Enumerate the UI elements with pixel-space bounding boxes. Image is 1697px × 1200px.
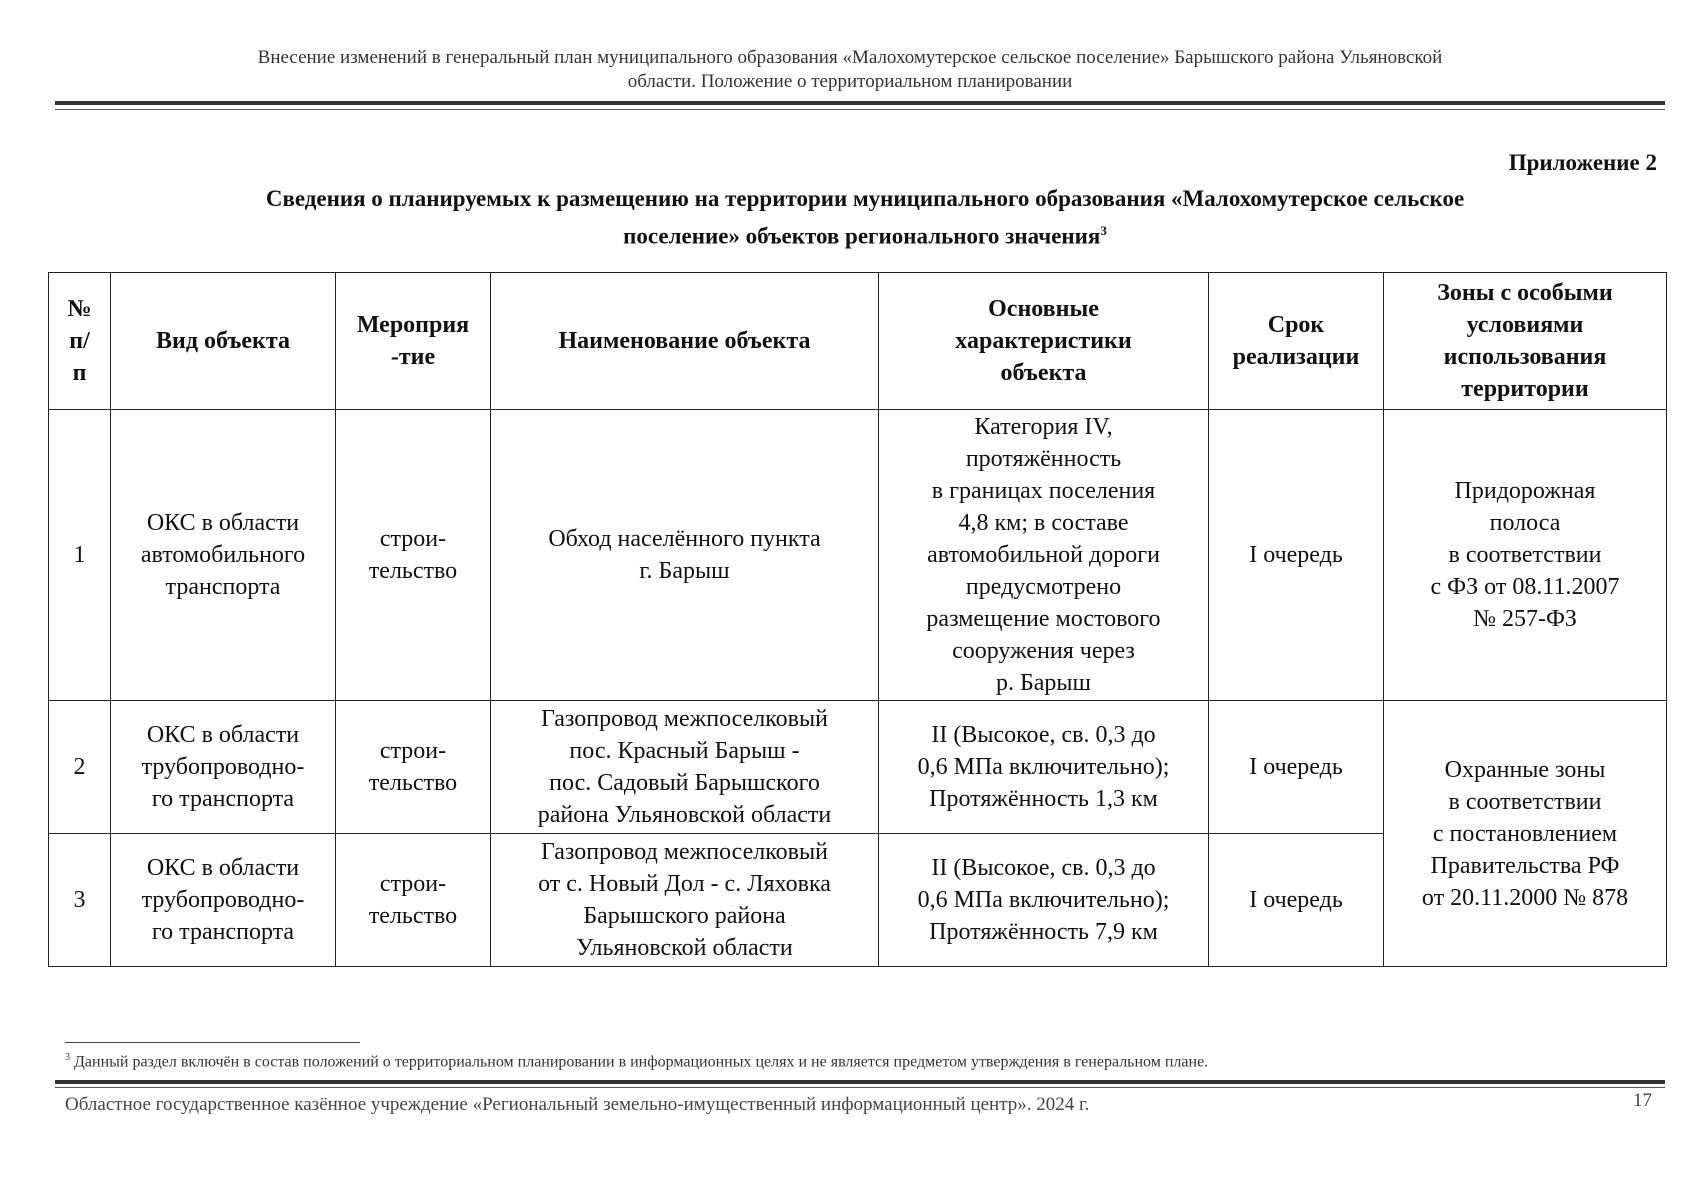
header-line-2: области. Положение о территориальном планировании [627,71,1073,92]
footer-rule-thin [55,1087,1665,1088]
header-rule [55,101,1665,105]
appendix-label: Приложение 2 [1508,150,1657,175]
cell-num: 3 [49,834,111,967]
cell-term: I очередь [1209,410,1384,701]
footnote [65,1052,1645,1071]
cell-term: I очередь [1209,834,1384,967]
title-line-2 [90,215,1640,253]
footer-text: Областное государственное казённое учреждение «Региональный земельно-имущественный информационный центр». 2024 г. [65,1094,1090,1115]
cell-characteristics: II (Высокое, св. 0,3 до 0,6 МПа включительно); Протяжённость 1,3 км [879,701,1209,834]
cell-type: ОКС в области трубопроводно- го транспорта [111,834,336,967]
cell-zones: Придорожная полоса в соответствии с ФЗ от 08.11.2007 № 257-ФЗ [1384,410,1667,701]
footer-rule [55,1080,1665,1084]
cell-action: строи- тельство [336,410,491,701]
document-header [70,46,1630,94]
cell-characteristics: II (Высокое, св. 0,3 до 0,6 МПа включительно); Протяжённость 7,9 км [879,834,1209,967]
header-zones: Зоны с особыми условиями использования территории [1384,273,1667,410]
header-type: Вид объекта [111,273,336,410]
cell-type: ОКС в области автомобильного транспорта [111,410,336,701]
section-title [90,183,1640,253]
header-term: Срок реализации [1209,273,1384,410]
table-row [49,410,1667,701]
footnote-separator [65,1042,360,1043]
header-rule-thin [55,109,1665,110]
cell-num: 2 [49,701,111,834]
header-name: Наименование объекта [491,273,879,410]
cell-name: Обход населённого пункта г. Барыш [491,410,879,701]
footnote-mark: 3 [65,1052,70,1063]
objects-table [48,272,1667,967]
cell-action: строи- тельство [336,701,491,834]
cell-num: 1 [49,410,111,701]
footnote-text: Данный раздел включён в состав положений о территориальном планировании в информационных целях и не является предметом утверждения в генеральном плане. [74,1053,1209,1071]
table-row [49,701,1667,834]
cell-action: строи- тельство [336,834,491,967]
title-footnote-mark: 3 [1100,223,1107,238]
cell-name: Газопровод межпоселковый от с. Новый Дол - с. Ляховка Барышского района Ульяновской области [491,834,879,967]
header-characteristics: Основные характеристики объекта [879,273,1209,410]
title-line-2-text: поселение» объектов регионального значения [623,223,1101,249]
header-line-1: Внесение изменений в генеральный план муниципального образования «Малохомутерское сельское поселение» Барышского района Ульяновской [257,47,1443,68]
header-num: № п/ п [49,273,111,410]
page-number: 17 [1633,1090,1652,1111]
cell-zones: Охранные зоны в соответствии с постановлением Правительства РФ от 20.11.2000 № 878 [1384,701,1667,967]
title-line-1: Сведения о планируемых к размещению на территории муниципального образования «Малохомутерское сельское [265,186,1465,211]
header-action: Мероприя -тие [336,273,491,410]
cell-name: Газопровод межпоселковый пос. Красный Барыш - пос. Садовый Барышского района Ульяновской области [491,701,879,834]
table-header-row [49,273,1667,410]
cell-characteristics: Категория IV, протяжённость в границах поселения 4,8 км; в составе автомобильной дороги предусмотрено размещение мостового сооружения через р. Барыш [879,410,1209,701]
cell-type: ОКС в области трубопроводно- го транспорта [111,701,336,834]
cell-term: I очередь [1209,701,1384,834]
